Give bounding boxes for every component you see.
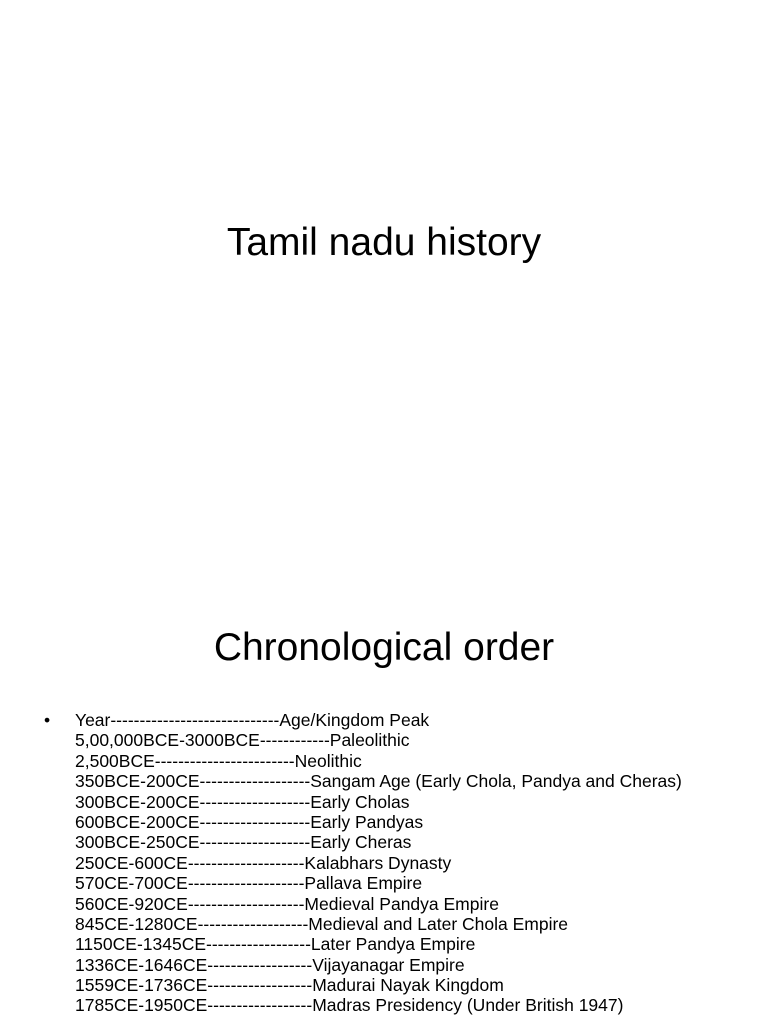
- chronology-lines: [75, 710, 682, 1016]
- list-item: 1559CE-1736CE------------------Madurai Nayak Kingdom: [75, 975, 504, 996]
- list-item: 1150CE-1345CE------------------Later Pandya Empire: [75, 934, 476, 955]
- list-item: 1336CE-1646CE------------------Vijayanagar Empire: [75, 954, 465, 975]
- list-item: 2,500BCE------------------------Neolithic: [75, 750, 362, 771]
- slide-title-heading: Tamil nadu history: [226, 221, 542, 264]
- slide-chronology: [0, 576, 768, 1024]
- list-item: 300BCE-200CE-------------------Early Cholas: [75, 791, 410, 812]
- list-item: 250CE-600CE--------------------Kalabhars Dynasty: [75, 852, 452, 873]
- list-item: 845CE-1280CE-------------------Medieval and Later Chola Empire: [75, 913, 569, 934]
- list-item: 1785CE-1950CE------------------Madras Presidency (Under British 1947): [75, 995, 624, 1016]
- list-item: 600BCE-200CE-------------------Early Pandyas: [75, 811, 424, 832]
- bullet-icon: •: [44, 710, 51, 730]
- list-item: 570CE-700CE--------------------Pallava Empire: [75, 873, 423, 894]
- list-item: 5,00,000BCE-3000BCE------------Paleolithic: [75, 730, 410, 751]
- list-item: 560CE-920CE--------------------Medieval Pandya Empire: [75, 893, 499, 914]
- list-item: 300BCE-250CE-------------------Early Cheras: [75, 832, 412, 853]
- list-item: Year-----------------------------Age/Kingdom Peak: [75, 710, 430, 730]
- chronology-heading: Chronological order: [213, 626, 555, 669]
- list-item: 350BCE-200CE-------------------Sangam Age (Early Chola, Pandya and Cheras): [75, 771, 682, 792]
